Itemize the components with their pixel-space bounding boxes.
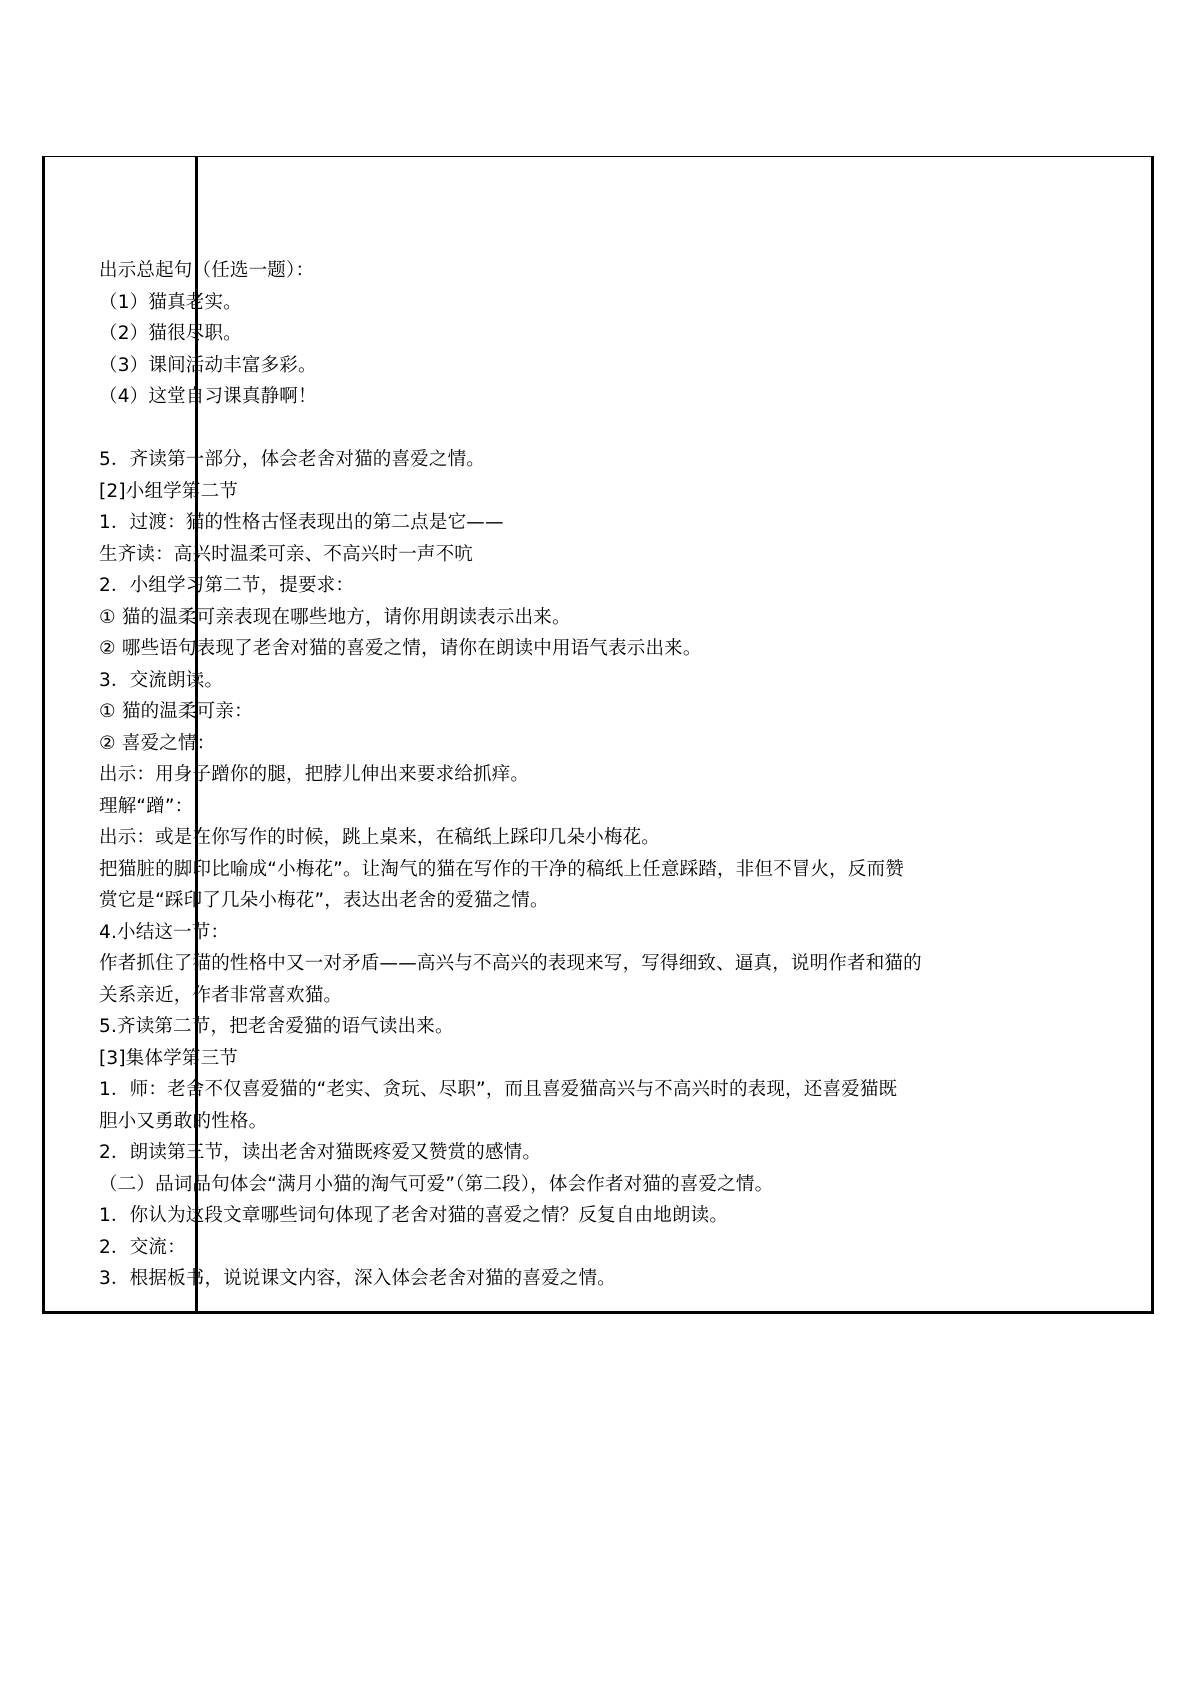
text-line: 出示总起句（任选一题）： xyxy=(99,260,315,281)
text-line: 作者抓住了猫的性格中又一对矛盾——高兴与不高兴的表现来写，写得细致、逼真，说明作者和猫的 xyxy=(99,953,922,974)
text-line: ② 喜爱之情： xyxy=(99,732,216,754)
text-line: 出示：用身子蹭你的腿，把脖儿伸出来要求给抓痒。 xyxy=(99,764,530,785)
text-line: 2．小组学习第二节，提要求： xyxy=(99,575,355,596)
text-line: ② 哪些语句表现了老舍对猫的喜爱之情，请你在朗读中用语气表示出来。 xyxy=(99,638,702,659)
text-line: 出示：或是在你写作的时候，跳上桌来，在稿纸上踩印几朵小梅花。 xyxy=(99,827,661,848)
text-line: ① 猫的温柔可亲： xyxy=(99,701,253,722)
text-line: 2．朗读第三节，读出老舍对猫既疼爱又赞赏的感情。 xyxy=(99,1142,542,1163)
text-line: 理解“蹭”： xyxy=(99,795,194,817)
text-line: 5．齐读第一部分，体会老舍对猫的喜爱之情。 xyxy=(99,449,485,470)
text-line: 3．交流朗读。 xyxy=(99,669,224,691)
text-line: 生齐读：高兴时温柔可亲、不高兴时一声不吭 xyxy=(99,543,474,565)
text-line: 5.齐读第二节，把老舍爱猫的语气读出来。 xyxy=(99,1016,454,1037)
text-line: 4.小结这一节： xyxy=(99,921,230,943)
lesson-table xyxy=(42,156,1154,1314)
text-line: （1）猫真老实。 xyxy=(99,291,242,313)
lesson-content xyxy=(99,255,1189,1295)
text-line: 3．根据板书，说说课文内容，深入体会老舍对猫的喜爱之情。 xyxy=(99,1268,616,1289)
text-line: （二）品词品句体会“满月小猫的淘气可爱”（第二段），体会作者对猫的喜爱之情。 xyxy=(99,1173,774,1195)
text-line: 胆小又勇敢的性格。 xyxy=(99,1110,268,1132)
text-line: 2．交流： xyxy=(99,1236,186,1258)
text-line: 1．师：老舍不仅喜爱猫的“老实、贪玩、尽职”，而且喜爱猫高兴与不高兴时的表现，还喜爱猫既 xyxy=(99,1079,898,1100)
text-line: 赏它是“踩印了几朵小梅花”，表达出老舍的爱猫之情。 xyxy=(99,890,549,911)
text-line: 关系亲近，作者非常喜欢猫。 xyxy=(99,984,343,1006)
blank-line xyxy=(99,413,1189,445)
text-line: 1．你认为这段文章哪些词句体现了老舍对猫的喜爱之情？反复自由地朗读。 xyxy=(99,1205,729,1226)
text-line: （3）课间活动丰富多彩。 xyxy=(99,354,317,376)
section-heading: [3]集体学第三节 xyxy=(99,1047,239,1069)
section-heading: [2]小组学第二节 xyxy=(99,480,239,502)
text-line: （2）猫很尽职。 xyxy=(99,323,242,344)
text-line: 1．过渡：猫的性格古怪表现出的第二点是它—— xyxy=(99,512,504,533)
text-line: （4）这堂自习课真静啊！ xyxy=(99,386,317,407)
text-line: ① 猫的温柔可亲表现在哪些地方，请你用朗读表示出来。 xyxy=(99,606,571,628)
text-line: 把猫脏的脚印比喻成“小梅花”。让淘气的猫在写作的干净的稿纸上任意踩踏，非但不冒火，反而赞 xyxy=(99,858,904,880)
